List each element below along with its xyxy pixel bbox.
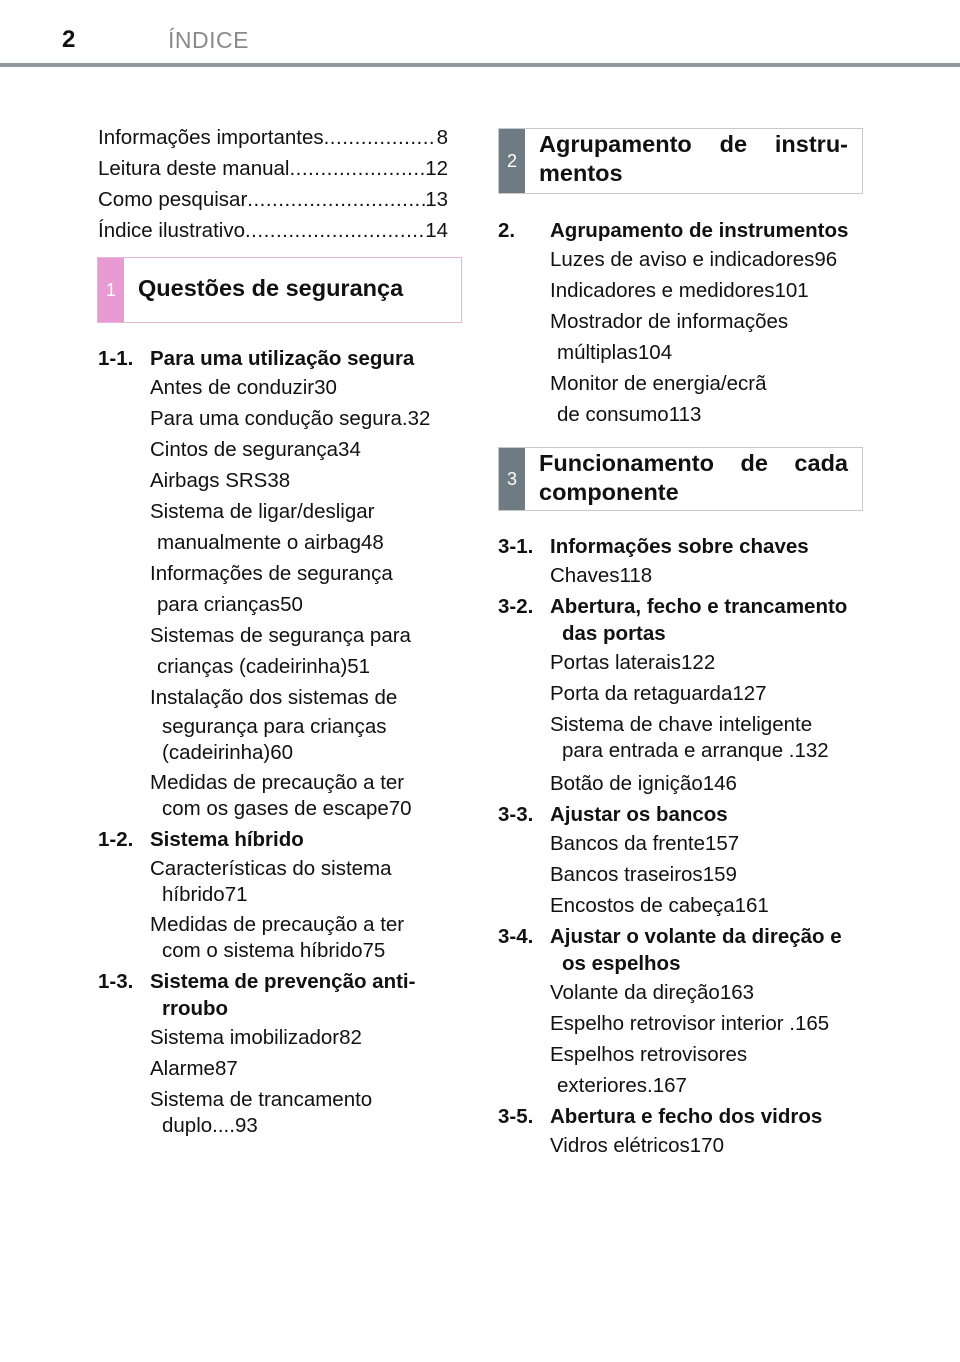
toc-entry[interactable]: Porta da retaguarda 127 — [550, 682, 767, 705]
toc-entry[interactable]: Espelho retrovisor interior . 165 — [550, 1012, 830, 1035]
toc-entry[interactable]: Encostos de cabeça 161 — [550, 894, 769, 917]
section-title: Funcionamento de cada componente — [539, 450, 848, 505]
toc-entry[interactable]: Sistema imobilizador 82 — [150, 1026, 362, 1049]
toc-entry[interactable]: Cintos de segurança 34 — [150, 438, 361, 461]
section-3-list — [498, 533, 864, 1161]
toc-entry[interactable]: Sistema de chave inteligente para entrada e arranque . 132 — [550, 713, 829, 762]
section-title: Agrupamento de instru-mentos — [539, 131, 848, 186]
section-tab: 2 — [499, 129, 525, 193]
toc-entry[interactable]: Volante da direção 163 — [550, 981, 755, 1004]
toc-entry[interactable]: Informações de segurança para crianças 50 — [150, 562, 393, 616]
toc-entry[interactable]: Sistemas de segurança para crianças (cadeirinha) 51 — [150, 624, 411, 678]
subsection-heading[interactable]: 3-2. Abertura, fecho e trancamento das portas — [498, 595, 848, 645]
toc-entry[interactable]: Características do sistema híbrido 71 — [150, 857, 392, 906]
toc-entry[interactable]: Mostrador de informações múltiplas 104 — [550, 310, 789, 364]
toc-entry[interactable]: Como pesquisar ..... 13 — [98, 184, 448, 215]
toc-entry[interactable]: Sistema de ligar/desligar manualmente o airbag 48 — [150, 500, 384, 554]
toc-entry[interactable]: Bancos traseiros 159 — [550, 863, 737, 886]
page-title: ÍNDICE — [168, 27, 249, 53]
subsection-heading[interactable]: 3-1. Informações sobre chaves — [498, 535, 809, 558]
header-rule — [0, 63, 960, 67]
toc-entry[interactable]: Bancos da frente 157 — [550, 832, 740, 855]
section-title: Questões de segurança — [138, 275, 404, 301]
subsection-heading[interactable]: 1-2. Sistema híbrido — [98, 828, 304, 851]
toc-entry[interactable]: Leitura deste manual ..... 12 — [98, 153, 448, 184]
toc-entry[interactable]: Vidros elétricos 170 — [550, 1134, 724, 1157]
toc-entry[interactable]: Monitor de energia/ecrã de consumo 113 — [550, 372, 767, 426]
toc-entry[interactable]: Índice ilustrativo ..... 14 — [98, 215, 448, 246]
section-tab: 1 — [98, 258, 124, 322]
section-heading-2[interactable] — [498, 128, 863, 194]
subsection-heading[interactable]: 1-1. Para uma utilização segura — [98, 347, 415, 370]
toc-entry[interactable]: Botão de ignição 146 — [550, 772, 737, 795]
subsection-heading[interactable]: 2. Agrupamento de instrumentos — [498, 219, 849, 242]
toc-entry[interactable]: Medidas de precaução a ter com os gases de escape 70 — [150, 771, 412, 820]
toc-entry[interactable]: Sistema de trancamento duplo.... 93 — [150, 1088, 373, 1137]
section-heading-3[interactable] — [498, 447, 863, 511]
toc-entry[interactable]: Antes de conduzir 30 — [150, 376, 337, 399]
intro-list — [98, 122, 448, 246]
toc-entry[interactable]: Informações importantes ..... 8 — [98, 122, 448, 153]
subsection-heading[interactable]: 1-3. Sistema de prevenção anti- rroubo — [98, 970, 416, 1020]
toc-entry[interactable]: Portas laterais 122 — [550, 651, 716, 674]
toc-entry[interactable]: Instalação dos sistemas de segurança para crianças (cadeirinha) 60 — [150, 686, 398, 764]
section-1-list — [98, 345, 448, 1143]
toc-entry[interactable]: Airbags SRS 38 — [150, 469, 291, 492]
toc-entry[interactable]: Para uma condução segura. 32 — [150, 407, 431, 430]
section-tab: 3 — [499, 448, 525, 510]
toc-entry[interactable]: Luzes de aviso e indicadores 96 — [550, 248, 838, 271]
subsection-heading[interactable]: 3-5. Abertura e fecho dos vidros — [498, 1105, 823, 1128]
subsection-heading[interactable]: 3-4. Ajustar o volante da direção e os espelhos — [498, 925, 842, 975]
toc-entry[interactable]: Espelhos retrovisores exteriores. 167 — [550, 1043, 748, 1097]
toc-entry[interactable]: Indicadores e medidores 101 — [550, 279, 809, 302]
toc-entry[interactable]: Medidas de precaução a ter com o sistema híbrido 75 — [150, 913, 405, 962]
toc-entry[interactable]: Chaves 118 — [550, 564, 653, 587]
section-heading-1[interactable] — [97, 257, 462, 323]
page-number: 2 — [62, 26, 76, 53]
subsection-heading[interactable]: 3-3. Ajustar os bancos — [498, 803, 728, 826]
page-header — [0, 0, 960, 66]
section-2-list — [498, 217, 864, 430]
toc-entry[interactable]: Alarme 87 — [150, 1057, 238, 1080]
